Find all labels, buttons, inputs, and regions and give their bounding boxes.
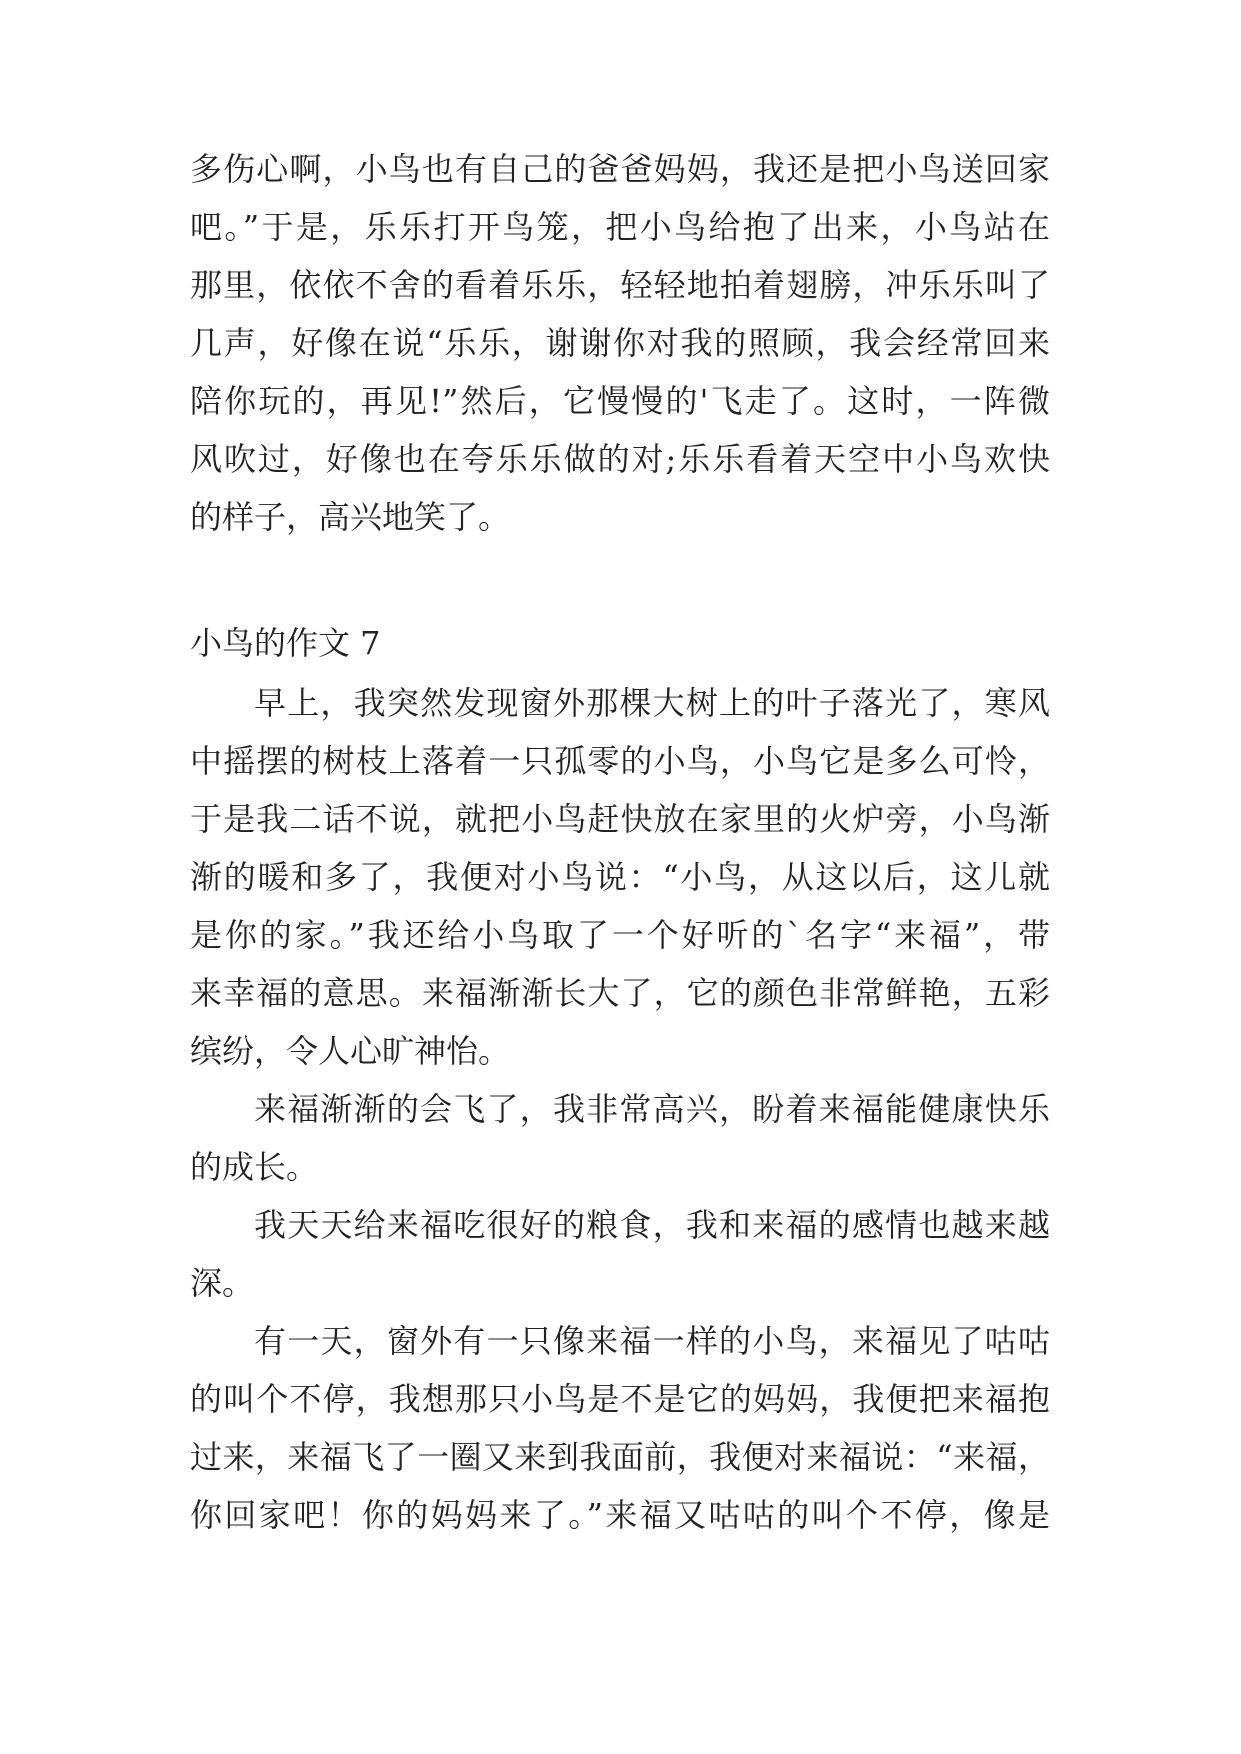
text-line: 的样子，高兴地笑了。 [190,498,511,536]
text-line: 中摇摆的树枝上落着一只孤零的小鸟，小鸟它是多么可怜， [190,742,1050,780]
text-line: 吧。”于是，乐乐打开鸟笼，把小鸟给抱了出来，小鸟站在 [190,208,1050,246]
paragraph-continued [190,140,1050,546]
text-line: 多伤心啊，小鸟也有自己的爸爸妈妈，我还是把小鸟送回家 [190,150,1050,188]
text-line: 几声，好像在说“乐乐，谢谢你对我的照顾，我会经常回来 [190,324,1050,362]
text-line: 的叫个不停，我想那只小鸟是不是它的妈妈，我便把来福抱 [190,1380,1050,1418]
text-line: 来幸福的意思。来福渐渐长大了，它的颜色非常鲜艳，五彩 [190,974,1050,1012]
text-line: 有一天，窗外有一只像来福一样的小鸟，来福见了咕咕 [254,1322,1050,1360]
text-line: 的成长。 [190,1148,319,1186]
text-line: 过来，来福飞了一圈又来到我面前，我便对来福说：“来福， [190,1438,1050,1476]
text-line: 那里，依依不舍的看着乐乐，轻轻地拍着翅膀，冲乐乐叫了 [190,266,1050,304]
text-line: 风吹过，好像也在夸乐乐做的对;乐乐看着天空中小鸟欢快 [190,440,1050,478]
text-line: 渐的暖和多了，我便对小鸟说：“小鸟，从这以后，这儿就 [190,858,1050,896]
text-line: 是你的家。”我还给小鸟取了一个好听的`名字“来福”，带 [190,916,1050,954]
essay-body [190,674,1050,1544]
section-title: 小鸟的作文 7 [190,624,381,662]
text-line: 陪你玩的，再见!”然后，它慢慢的'飞走了。这时，一阵微 [190,382,1050,420]
text-line: 深。 [190,1264,255,1302]
text-line: 来福渐渐的会飞了，我非常高兴，盼着来福能健康快乐 [254,1090,1050,1128]
text-line: 你回家吧！你的妈妈来了。”来福又咕咕的叫个不停，像是 [190,1496,1050,1534]
text-line: 我天天给来福吃很好的粮食，我和来福的感情也越来越 [254,1206,1050,1244]
text-line: 于是我二话不说，就把小鸟赶快放在家里的火炉旁，小鸟渐 [190,800,1050,838]
text-line: 缤纷，令人心旷神怡。 [190,1032,511,1070]
text-line: 早上，我突然发现窗外那棵大树上的叶子落光了，寒风 [254,684,1050,722]
